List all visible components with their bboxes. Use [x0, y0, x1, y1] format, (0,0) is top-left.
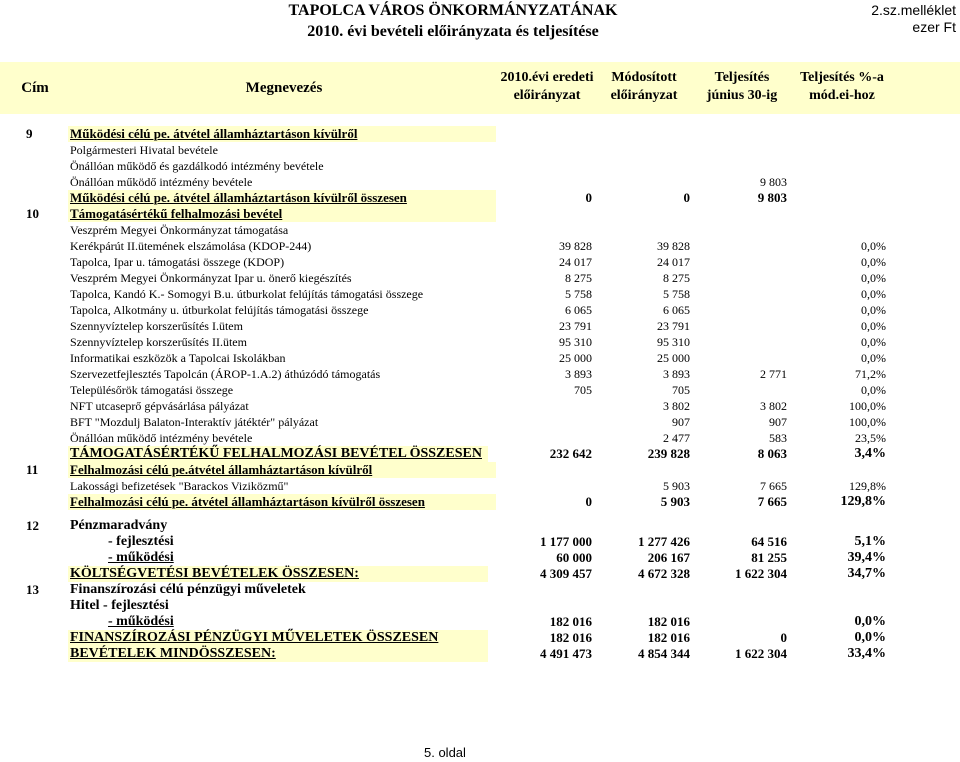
value-teljesites: 1 622 304: [735, 646, 787, 661]
row-name: Önállóan működő és gazdálkodó intézmény bevétele: [70, 159, 324, 173]
table-row: [0, 206, 960, 222]
value-eredeti: 23 791: [559, 319, 592, 333]
header-teljesites-2: június 30-ig: [706, 88, 778, 103]
value-teljesites: 9 803: [760, 175, 787, 189]
header-szazalek-2: mód.ei-hoz: [809, 88, 875, 103]
table-row: [0, 478, 960, 494]
row-code: 13: [26, 582, 39, 597]
value-modositott: 4 672 328: [638, 566, 690, 581]
header-modositott-1: Módosított: [611, 70, 677, 85]
header-megnevezes: Megnevezés: [245, 80, 323, 96]
row-name: BEVÉTELEK MINDÖSSZESEN:: [70, 646, 276, 661]
table-row: [0, 534, 960, 550]
value-modositott: 1 277 426: [638, 534, 690, 549]
value-szazalek: 34,7%: [847, 566, 886, 581]
value-modositott: 6 065: [663, 303, 690, 317]
value-szazalek: 0,0%: [861, 239, 886, 253]
value-szazalek: 23,5%: [855, 431, 886, 445]
row-name: Önállóan működő intézmény bevétele: [70, 175, 253, 189]
value-szazalek: 0,0%: [861, 287, 886, 301]
value-teljesites: 1 622 304: [735, 566, 787, 581]
table-row: [0, 494, 960, 510]
row-name: FINANSZÍROZÁSI PÉNZÜGYI MŰVELETEK ÖSSZESEN: [70, 630, 439, 645]
row-name: TÁMOGATÁSÉRTÉKŰ FELHALMOZÁSI BEVÉTEL ÖSSZESEN: [70, 446, 482, 461]
row-name: Támogatásértékű felhalmozási bevétel: [70, 206, 283, 221]
row-name: Felhalmozási célú pe. átvétel államháztartáson kívülről összesen: [70, 494, 425, 509]
row-name: Tapolca, Ipar u. támogatási összege (KDOP): [70, 255, 285, 269]
value-teljesites: 7 665: [757, 494, 787, 509]
value-eredeti: 8 275: [565, 271, 592, 285]
row-name: Veszprém Megyei Önkormányzat Ipar u. önerő kiegészítés: [70, 271, 352, 285]
row-name: Önállóan működő intézmény bevétele: [70, 431, 253, 445]
header-modositott-2: előirányzat: [610, 88, 678, 103]
row-name: Lakossági befizetések "Barackos Viziközmű": [70, 479, 289, 493]
document-title: TAPOLCA VÁROS ÖNKORMÁNYZATÁNAK: [288, 2, 618, 19]
value-modositott: 24 017: [657, 255, 690, 269]
table-row: [0, 334, 960, 350]
value-szazalek: 0,0%: [861, 271, 886, 285]
table-row: [0, 174, 960, 190]
value-eredeti: 182 016: [549, 614, 592, 629]
value-eredeti: 232 642: [549, 446, 592, 461]
header-eredeti-2: előirányzat: [513, 88, 581, 103]
value-teljesites: 81 255: [751, 550, 787, 565]
table-row: [0, 566, 960, 582]
table-row: [0, 158, 960, 174]
value-eredeti: 705: [574, 383, 592, 397]
value-modositott: 4 854 344: [638, 646, 690, 661]
value-teljesites: 0: [780, 630, 787, 645]
table-row: [0, 126, 960, 142]
row-name: Szervezetfejlesztés Tapolcán (ÁROP-1.A.2) áthúzódó támogatás: [70, 367, 381, 381]
value-modositott: 239 828: [647, 446, 690, 461]
table-row: [0, 398, 960, 414]
value-eredeti: 6 065: [565, 303, 592, 317]
row-name: Polgármesteri Hivatal bevétele: [70, 143, 218, 157]
value-szazalek: 71,2%: [855, 367, 886, 381]
value-modositott: 182 016: [647, 614, 690, 629]
value-modositott: 0: [683, 190, 690, 205]
value-teljesites: 64 516: [751, 534, 787, 549]
table-row: [0, 238, 960, 254]
value-szazalek: 39,4%: [847, 550, 886, 565]
table-row: [0, 414, 960, 430]
value-eredeti: 4 491 473: [540, 646, 592, 661]
value-teljesites: 907: [769, 415, 787, 429]
row-name: Tapolca, Alkotmány u. útburkolat felújítás támogatási összege: [70, 303, 369, 317]
value-szazalek: 0,0%: [861, 335, 886, 349]
value-teljesites: 9 803: [757, 190, 787, 205]
value-eredeti: 39 828: [559, 239, 592, 253]
row-name: Működési célú pe. átvétel államháztartáson kívülről: [70, 126, 358, 141]
table-row: [0, 318, 960, 334]
value-modositott: 705: [672, 383, 690, 397]
row-name: Működési célú pe. átvétel államháztartáson kívülről összesen: [70, 190, 407, 205]
value-eredeti: 24 017: [559, 255, 592, 269]
table-row: [0, 222, 960, 238]
row-name: Tapolca, Kandó K.- Somogyi B.u. útburkolat felújítás támogatási összege: [70, 287, 424, 301]
value-modositott: 95 310: [657, 335, 690, 349]
value-eredeti: 3 893: [565, 367, 592, 381]
row-name: - működési: [108, 614, 174, 629]
table-row: [0, 302, 960, 318]
value-eredeti: 95 310: [559, 335, 592, 349]
row-code: 9: [26, 126, 33, 141]
value-szazalek: 0,0%: [861, 255, 886, 269]
row-name: Szennyvíztelep korszerűsítés I.ütem: [70, 319, 243, 333]
table-row: [0, 446, 960, 462]
row-name: Veszprém Megyei Önkormányzat támogatása: [70, 223, 289, 237]
row-name: Kerékpárút II.ütemének elszámolása (KDOP-244): [70, 239, 312, 253]
header-eredeti-1: 2010.évi eredeti: [500, 70, 594, 85]
table-row: [0, 366, 960, 382]
value-teljesites: 583: [769, 431, 787, 445]
table-row: [0, 630, 960, 646]
unit-label: ezer Ft: [912, 19, 956, 35]
document-subtitle: 2010. évi bevételi előirányzata és teljesítése: [307, 23, 599, 40]
value-szazalek: 5,1%: [854, 534, 886, 549]
value-szazalek: 100,0%: [849, 415, 886, 429]
value-modositott: 3 802: [663, 399, 690, 413]
value-eredeti: 25 000: [559, 351, 592, 365]
table-row: [0, 550, 960, 566]
row-name: Pénzmaradvány: [70, 518, 168, 533]
value-modositott: 5 903: [663, 479, 690, 493]
row-name: Finanszírozási célú pénzügyi műveletek: [70, 582, 306, 597]
row-code: 11: [26, 462, 39, 477]
table-header: [0, 62, 960, 114]
value-eredeti: 0: [585, 190, 592, 205]
value-eredeti: 60 000: [556, 550, 592, 565]
table-row: [0, 270, 960, 286]
row-name: KÖLTSÉGVETÉSI BEVÉTELEK ÖSSZESEN:: [70, 566, 359, 581]
value-teljesites: 3 802: [760, 399, 787, 413]
value-modositott: 2 477: [663, 431, 690, 445]
table-row: [0, 350, 960, 366]
row-name: - működési: [108, 550, 174, 565]
value-teljesites: 8 063: [757, 446, 787, 461]
row-name: Informatikai eszközök a Tapolcai Iskolákban: [70, 351, 286, 365]
table-row: [0, 382, 960, 398]
table-row: [0, 142, 960, 158]
value-eredeti: 1 177 000: [540, 534, 592, 549]
value-modositott: 25 000: [657, 351, 690, 365]
table-row: [0, 286, 960, 302]
value-szazalek: 129,8%: [849, 479, 886, 493]
table-row: [0, 430, 960, 446]
value-szazalek: 0,0%: [861, 303, 886, 317]
table-row: [0, 582, 960, 598]
header-teljesites-1: Teljesítés: [714, 70, 770, 85]
row-name: Településőrök támogatási összege: [70, 383, 234, 397]
table-row: [0, 598, 960, 614]
row-name: BFT "Mozdulj Balaton-Interaktív játéktér" pályázat: [70, 415, 319, 429]
row-code: 10: [26, 206, 39, 221]
value-modositott: 5 758: [663, 287, 690, 301]
header-szazalek-1: Teljesítés %-a: [800, 70, 884, 85]
page-number: 5. oldal: [424, 745, 466, 760]
value-modositott: 8 275: [663, 271, 690, 285]
row-name: Hitel - fejlesztési: [70, 598, 169, 613]
row-code: 12: [26, 518, 39, 533]
table-row: [0, 462, 960, 478]
value-szazalek: 0,0%: [861, 383, 886, 397]
value-eredeti: 182 016: [549, 630, 592, 645]
value-modositott: 5 903: [660, 494, 690, 509]
value-szazalek: 3,4%: [854, 446, 886, 461]
table-row: [0, 254, 960, 270]
table-row: [0, 190, 960, 206]
value-modositott: 39 828: [657, 239, 690, 253]
header-cim: Cím: [21, 80, 49, 96]
annex-label: 2.sz.melléklet: [871, 2, 956, 18]
value-teljesites: 7 665: [760, 479, 787, 493]
value-eredeti: 4 309 457: [540, 566, 592, 581]
table-row: [0, 646, 960, 662]
value-szazalek: 0,0%: [861, 319, 886, 333]
row-name: - fejlesztési: [108, 534, 174, 549]
value-modositott: 23 791: [657, 319, 690, 333]
value-teljesites: 2 771: [760, 367, 787, 381]
table-row: [0, 614, 960, 630]
row-name: Szennyvíztelep korszerűsítés II.ütem: [70, 335, 247, 349]
value-eredeti: 0: [585, 494, 592, 509]
value-modositott: 182 016: [647, 630, 690, 645]
value-szazalek: 0,0%: [861, 351, 886, 365]
value-eredeti: 5 758: [565, 287, 592, 301]
table-row: [0, 518, 960, 534]
value-szazalek: 0,0%: [854, 614, 886, 629]
value-szazalek: 33,4%: [847, 646, 886, 661]
value-szazalek: 129,8%: [840, 494, 886, 509]
value-modositott: 206 167: [647, 550, 690, 565]
value-modositott: 3 893: [663, 367, 690, 381]
row-name: NFT utcaseprő gépvásárlása pályázat: [70, 399, 249, 413]
value-modositott: 907: [672, 415, 690, 429]
value-szazalek: 0,0%: [854, 630, 886, 645]
value-szazalek: 100,0%: [849, 399, 886, 413]
row-name: Felhalmozási célú pe.átvétel államháztartáson kívülről: [70, 462, 373, 477]
